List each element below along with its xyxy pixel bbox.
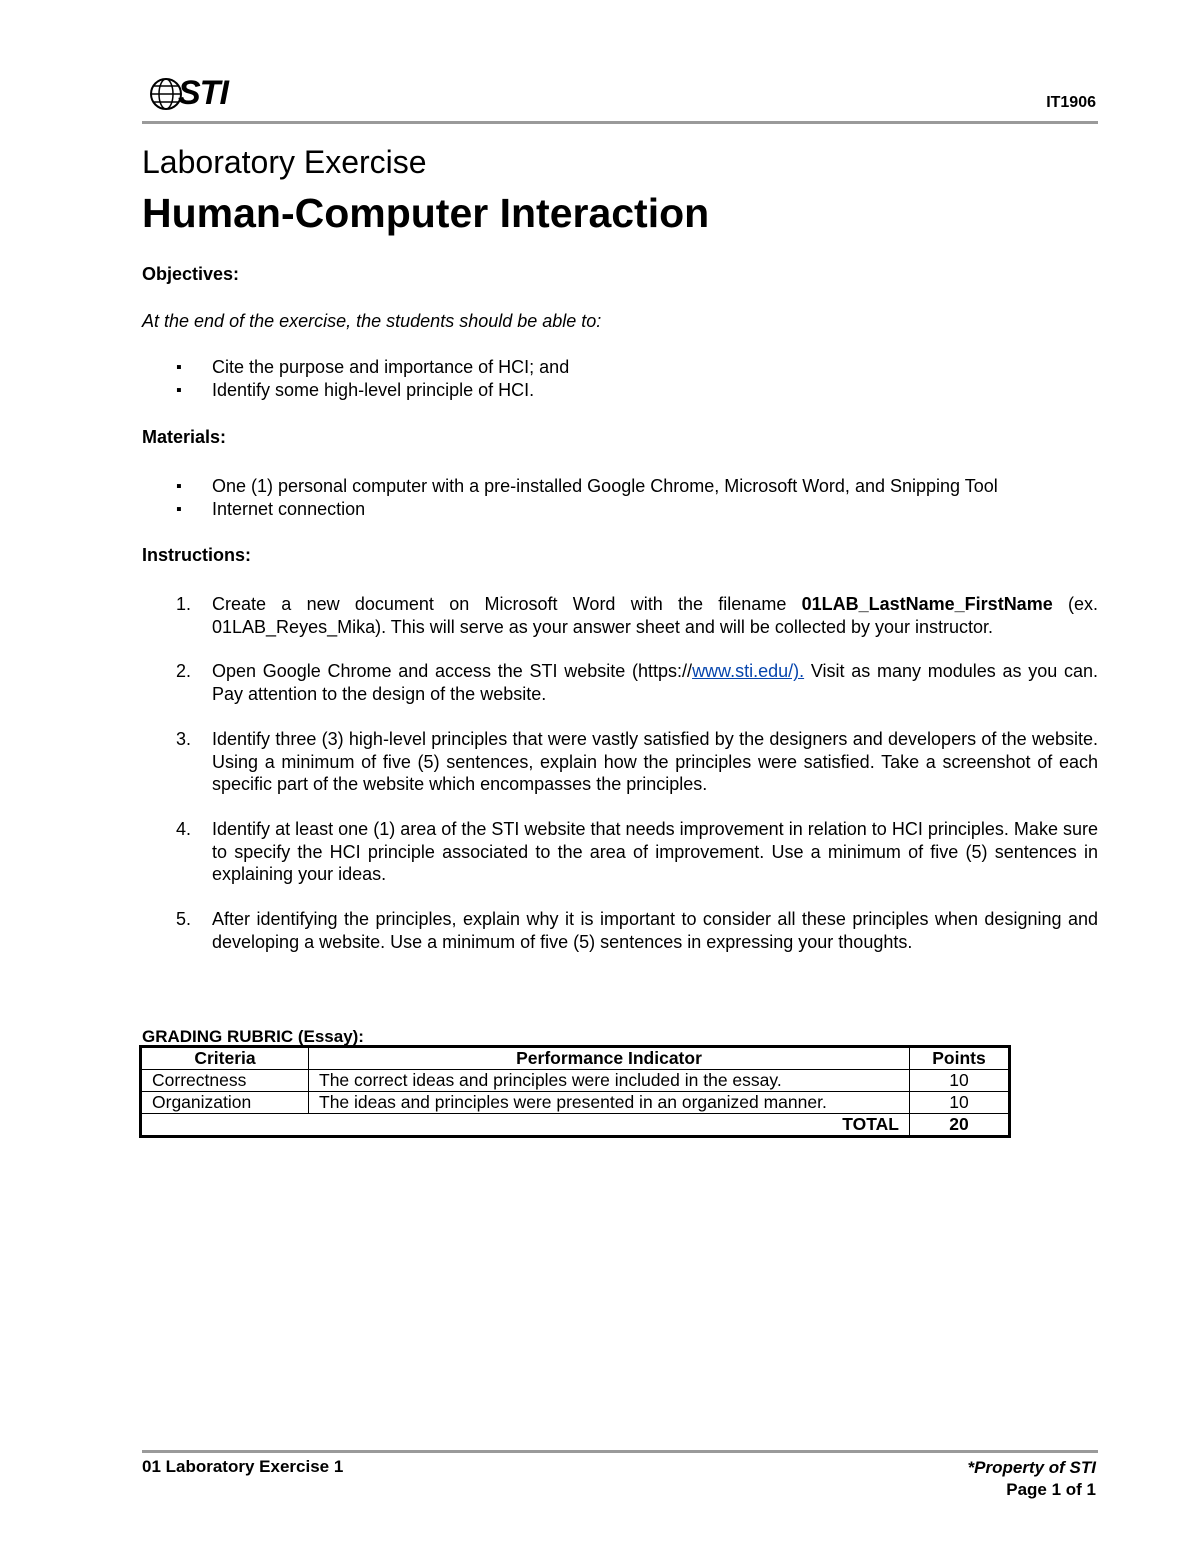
table-row: [142, 1092, 1009, 1114]
table-cell: Organization: [142, 1092, 309, 1114]
list-item: ▪ Internet connection: [142, 498, 998, 521]
page-title: Human-Computer Interaction: [142, 190, 710, 236]
total-row: [142, 1114, 1009, 1136]
sti-logo: [150, 74, 240, 114]
header-divider: [142, 121, 1098, 124]
logo-text: STI: [178, 74, 228, 112]
table-header-row: [142, 1048, 1009, 1070]
objectives-heading: Objectives:: [142, 264, 240, 284]
footer-document-label: 01 Laboratory Exercise 1: [142, 1457, 344, 1476]
page-subtitle: Laboratory Exercise: [142, 144, 427, 180]
instruction-step-1: 1. Create a new document on Microsoft Word with the filename 01LAB_LastName_FirstName (ex. 01LAB_Reyes_Mika). This will serve as your answer sheet and will be collected by your instructor.: [176, 594, 1098, 637]
materials-list: [142, 475, 998, 521]
footer-right: [968, 1457, 1096, 1501]
column-header: Criteria: [142, 1048, 309, 1070]
course-code: IT1906: [1046, 94, 1096, 111]
column-header: Points: [910, 1048, 1009, 1070]
table-cell: The ideas and principles were presented in an organized manner.: [309, 1092, 910, 1114]
objectives-list: [142, 356, 569, 402]
page-number: Page 1 of 1: [1006, 1480, 1096, 1499]
sti-website-link[interactable]: www.sti.edu/).: [692, 661, 805, 682]
property-notice: *Property of STI: [967, 1458, 1096, 1477]
instruction-step-4: 4. Identify at least one (1) area of the STI website that needs improvement in relation to HCI principles. Make sure to specify the HCI principle associated to the area of improvement. Use a minimum of five (5) sentences in explaining your ideas.: [176, 818, 1098, 885]
filename-format: 01LAB_LastName_FirstName: [801, 594, 1053, 614]
footer-divider: [142, 1450, 1098, 1453]
instruction-step-2: 2. Open Google Chrome and access the STI website (https://www.sti.edu/). Visit as many modules as you can. Pay attention to the design of the website.: [176, 661, 1099, 705]
table-cell: 10: [910, 1092, 1009, 1114]
objectives-intro: At the end of the exercise, the students should be able to:: [142, 311, 602, 331]
table-cell: The correct ideas and principles were included in the essay.: [309, 1070, 910, 1092]
total-label: TOTAL: [142, 1114, 910, 1136]
rubric-title: GRADING RUBRIC (Essay):: [142, 1027, 364, 1046]
grading-rubric-table: [141, 1047, 1009, 1136]
total-value: 20: [910, 1114, 1009, 1136]
table-cell: Correctness: [142, 1070, 309, 1092]
instructions-heading: Instructions:: [142, 545, 252, 565]
table-row: [142, 1070, 1009, 1092]
list-item: ▪ Cite the purpose and importance of HCI; and: [142, 356, 569, 379]
list-item: ▪ One (1) personal computer with a pre-installed Google Chrome, Microsoft Word, and Snipping Tool: [142, 475, 998, 498]
materials-heading: Materials:: [142, 427, 227, 447]
column-header: Performance Indicator: [309, 1048, 910, 1070]
list-item: ▪ Identify some high-level principle of HCI.: [142, 379, 569, 402]
table-cell: 10: [910, 1070, 1009, 1092]
instruction-step-3: 3. Identify three (3) high-level principles that were vastly satisfied by the designers and developers of the website. Using a minimum of five (5) sentences, explain how the principles were satisfied. Take a screenshot of each specific part of the website which encompasses the principles.: [176, 728, 1098, 795]
instruction-step-5: 5. After identifying the principles, explain why it is important to consider all these principles when designing and developing a website. Use a minimum of five (5) sentences in expressing your thoughts.: [176, 909, 1098, 952]
instructions-list: [142, 593, 1098, 975]
